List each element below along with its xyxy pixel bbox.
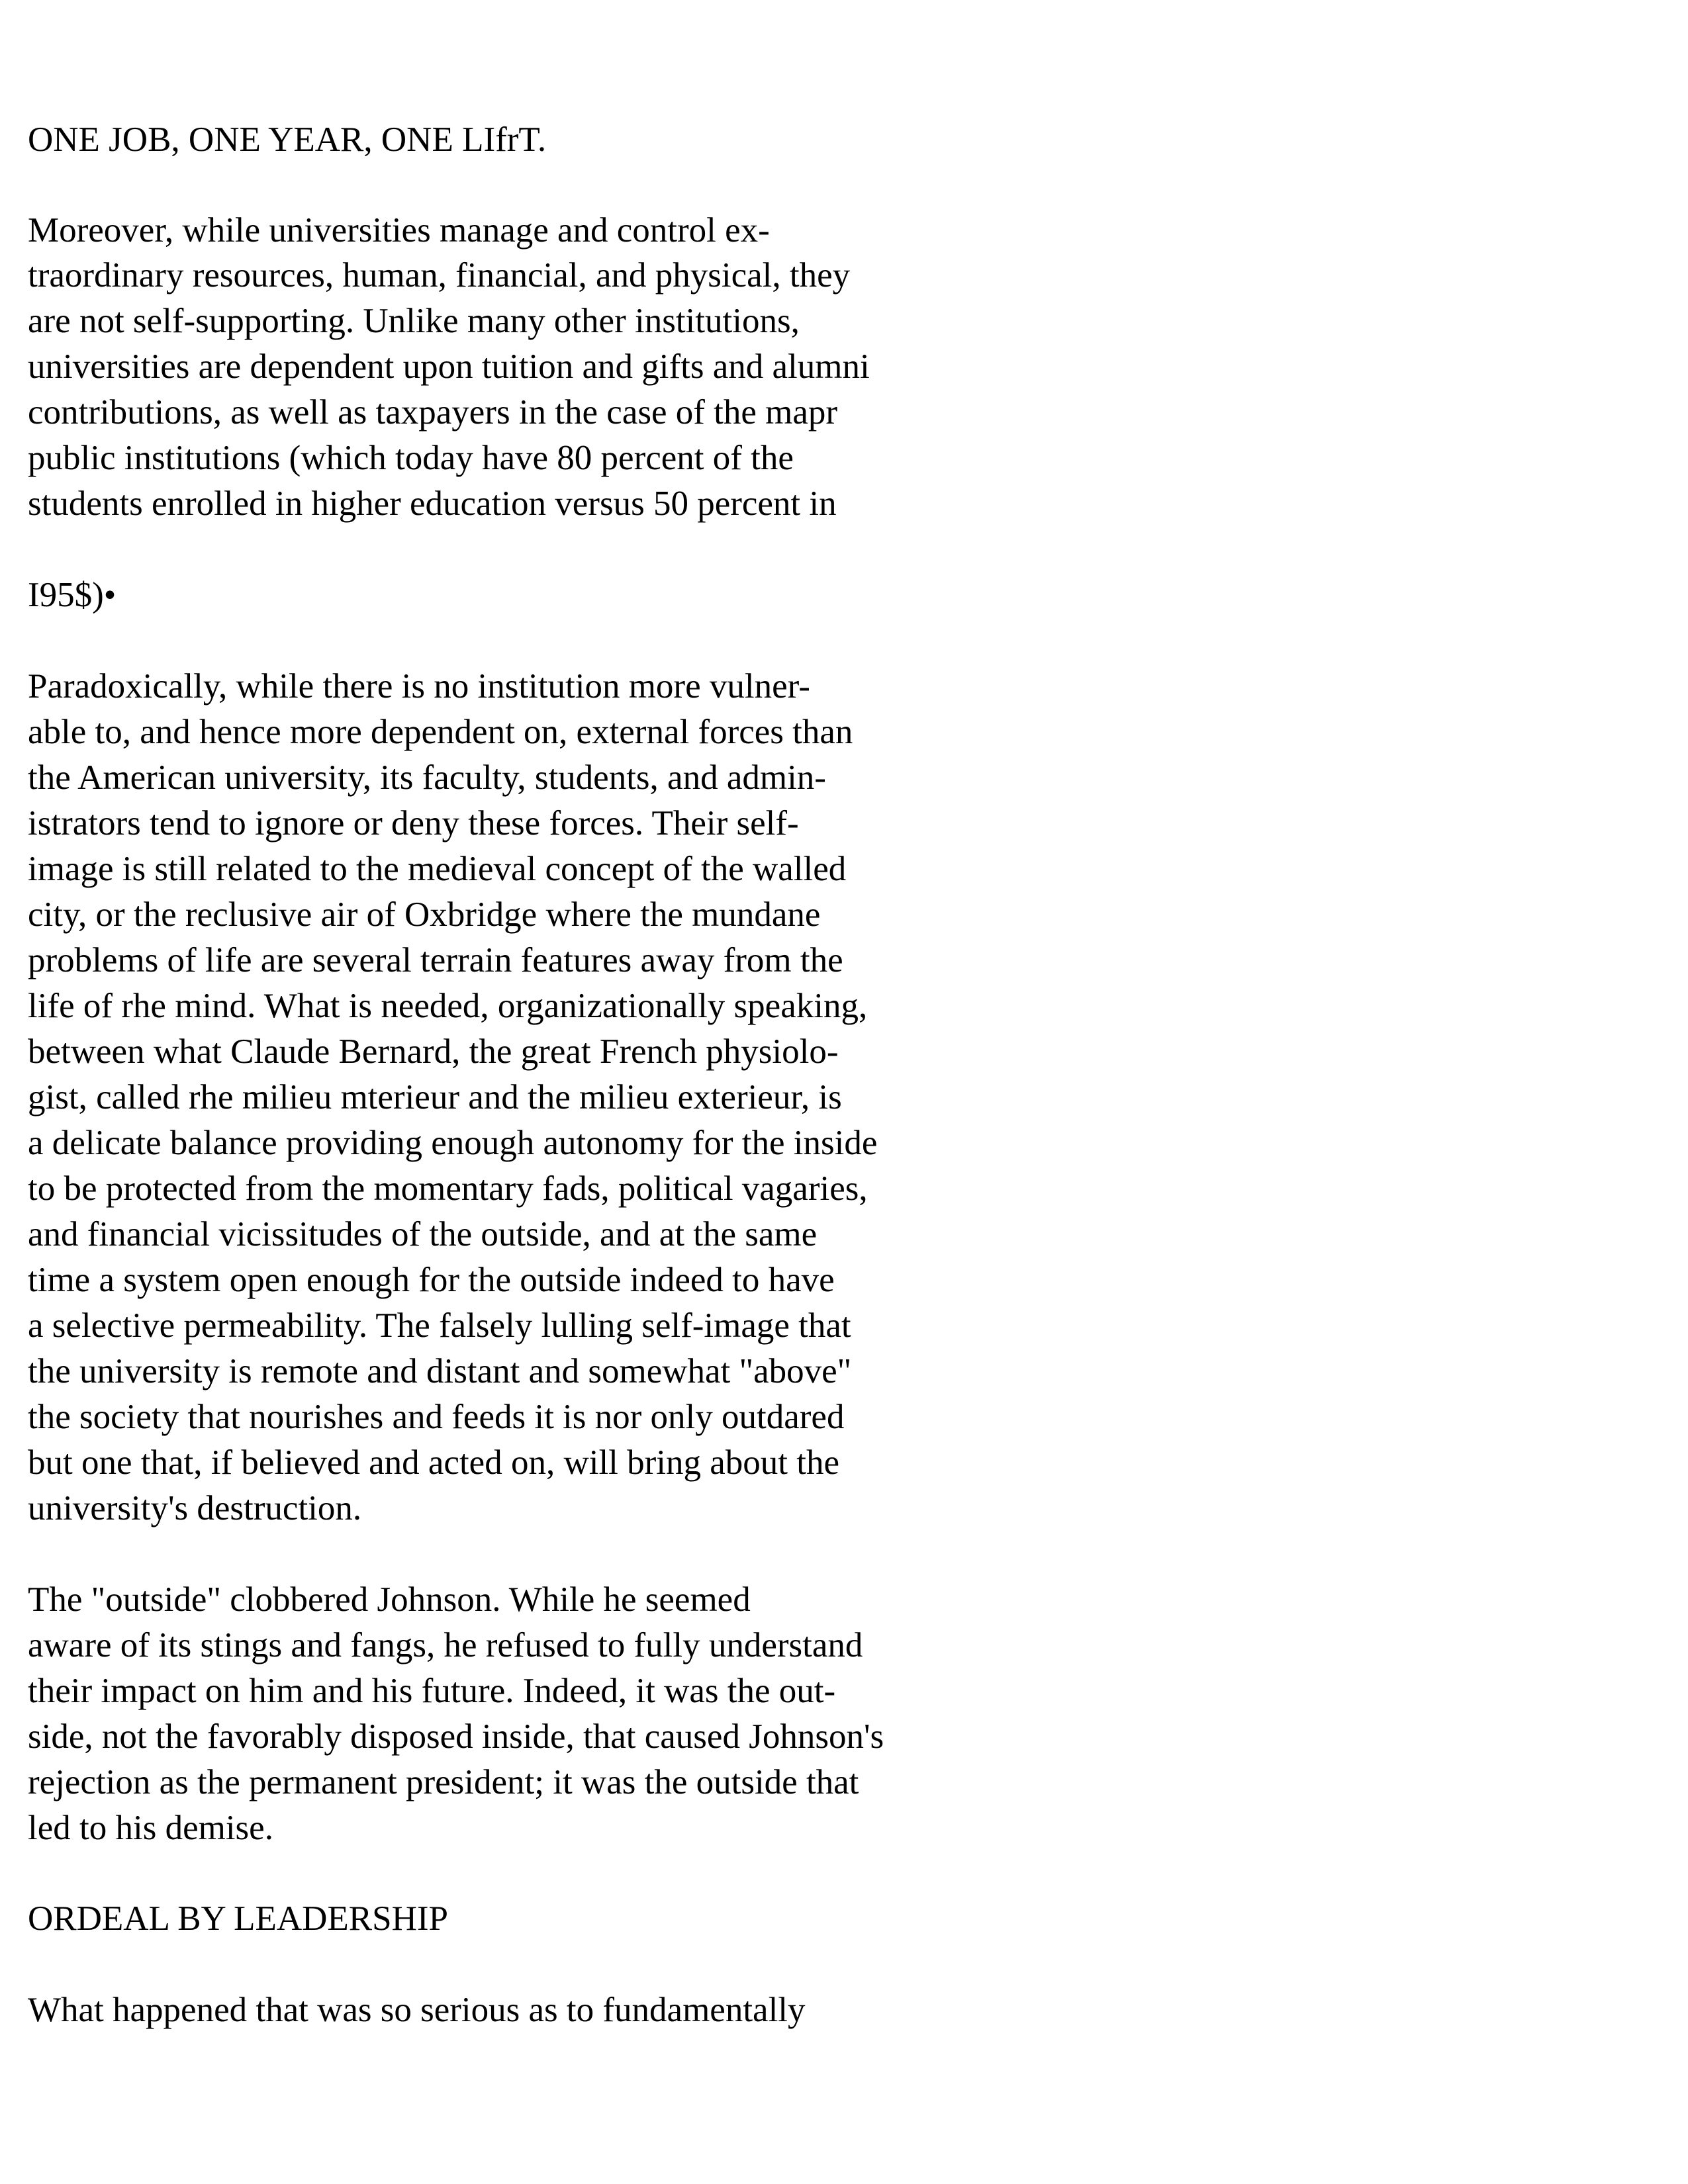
paragraph-2-line: a selective permeability. The falsely lulling self-image that: [28, 1306, 851, 1345]
section-heading: ORDEAL BY LEADERSHIP: [28, 1899, 449, 1938]
paragraph-2-line: image is still related to the medieval concept of the walled: [28, 850, 847, 888]
paragraph-2-line: a delicate balance providing enough autonomy for the inside: [28, 1124, 878, 1162]
running-head: ONE JOB, ONE YEAR, ONE LIfrT.: [28, 120, 547, 159]
paragraph-1-line: universities are dependent upon tuition and gifts and alumni: [28, 347, 870, 386]
paragraph-1-line: contributions, as well as taxpayers in the case of the mapr: [28, 393, 838, 432]
paragraph-2-line: university's destruction.: [28, 1489, 362, 1527]
paragraph-2-line: the society that nourishes and feeds it is nor only outdared: [28, 1398, 845, 1436]
paragraph-2-line: life of rhe mind. What is needed, organizationally speaking,: [28, 987, 868, 1025]
paragraph-2-line: Paradoxically, while there is no institution more vulner-: [28, 667, 810, 705]
paragraph-2-line: the American university, its faculty, students, and admin-: [28, 758, 826, 797]
paragraph-3-line: led to his demise.: [28, 1809, 273, 1847]
paragraph-2-line: problems of life are several terrain features away from the: [28, 941, 843, 979]
paragraph-1-line: traordinary resources, human, financial, and physical, they: [28, 256, 851, 295]
paragraph-2-line: gist, called rhe milieu mterieur and the milieu exterieur, is: [28, 1078, 842, 1116]
paragraph-2-line: but one that, if believed and acted on, will bring about the: [28, 1443, 840, 1482]
paragraph-3-line: rejection as the permanent president; it was the outside that: [28, 1763, 859, 1801]
paragraph-3-line: their impact on him and his future. Indeed, it was the out-: [28, 1672, 836, 1710]
paragraph-3-line: aware of its stings and fangs, he refused to fully understand: [28, 1626, 863, 1664]
paragraph-2-line: able to, and hence more dependent on, external forces than: [28, 713, 853, 751]
paragraph-2-line: to be protected from the momentary fads, political vagaries,: [28, 1169, 868, 1208]
paragraph-3-line: The "outside" clobbered Johnson. While he seemed: [28, 1580, 751, 1619]
paragraph-1-end: I95$)•: [28, 576, 117, 614]
paragraph-1-line: students enrolled in higher education versus 50 percent in: [28, 484, 837, 523]
paragraph-2-line: time a system open enough for the outside indeed to have: [28, 1261, 835, 1299]
paragraph-2-line: between what Claude Bernard, the great French physiolo-: [28, 1032, 839, 1071]
paragraph-1-line: public institutions (which today have 80 percent of the: [28, 439, 794, 477]
paragraph-1-line: are not self-supporting. Unlike many other institutions,: [28, 302, 800, 340]
paragraph-2-line: the university is remote and distant and somewhat "above": [28, 1352, 852, 1390]
paragraph-2-line: istrators tend to ignore or deny these forces. Their self-: [28, 804, 799, 842]
paragraph-2-line: city, or the reclusive air of Oxbridge where the mundane: [28, 895, 821, 934]
paragraph-3-line: side, not the favorably disposed inside, that caused Johnson's: [28, 1717, 884, 1756]
paragraph-4-line: What happened that was so serious as to fundamentally: [28, 1991, 806, 2029]
paragraph-1-line: Moreover, while universities manage and control ex-: [28, 211, 770, 250]
paragraph-2-line: and financial vicissitudes of the outside, and at the same: [28, 1215, 818, 1253]
